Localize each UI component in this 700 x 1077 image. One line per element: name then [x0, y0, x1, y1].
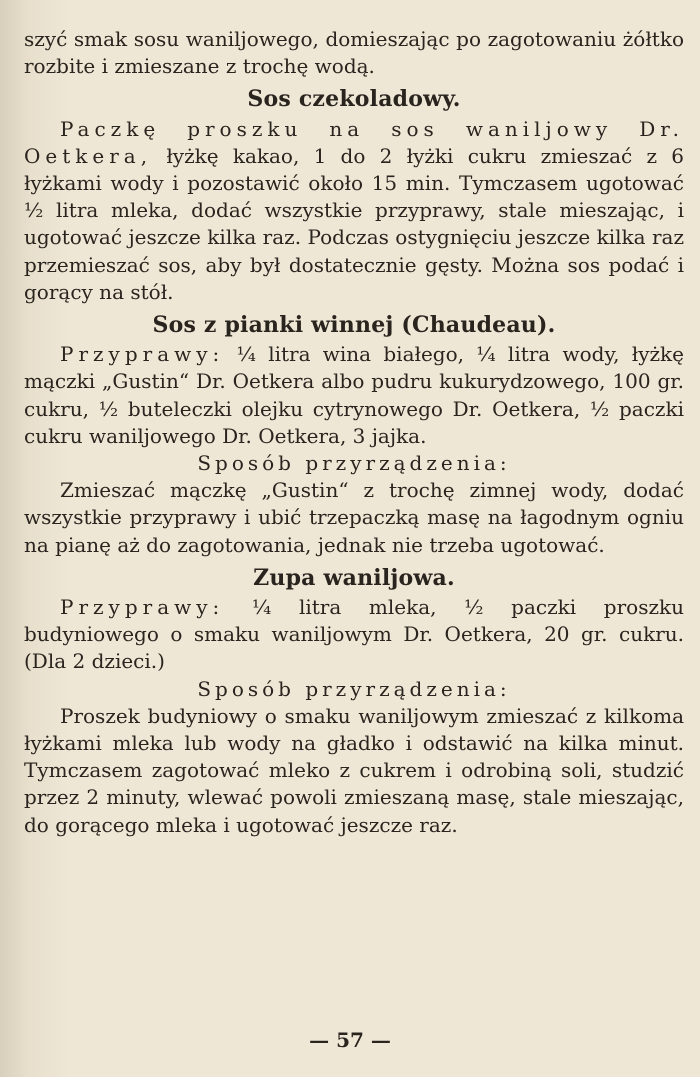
ingredients-text: ¼ litra mleka, ½ paczki proszku budyniowego o smaku waniljowym Dr. Oetkera, 20 gr. cukru. (Dla 2 dzieci.): [24, 595, 684, 674]
method-label-chaudeau: Sposób przyrządzenia:: [197, 451, 511, 476]
heading-zupa-waniljowa: Zupa waniljowa.: [253, 564, 455, 591]
method-zupa: Proszek budyniowy o smaku waniljowym zmieszać z kilkoma łyżkami mleka lub wody na gładko i odstawić na kilka minut. Tymczasem zagotować mleko z cukrem i odrobiną soli, studzić przez 2 minuty, wlewać powoli zmieszaną masę, stale mieszając, do gorącego mleka i ugotować jeszcze raz.: [24, 703, 684, 837]
intro-paragraph: szyć smak sosu waniljowego, domieszając po zagotowaniu żółtko rozbite i zmieszane z trochę wodą.: [24, 27, 684, 79]
emphasis-lead: Paczkę proszku na sos waniljowy Dr. Oetkera,: [24, 116, 684, 168]
method-chaudeau: Zmieszać mączkę „Gustin“ z trochę zimnej wody, dodać wszystkie przyprawy i ubić trzepaczką masę na łagodnym ogniu na pianę aż do zagotowania, jednak nie trzeba ugotować.: [24, 478, 684, 557]
ingredients-label: Przyprawy:: [60, 595, 225, 620]
method-label-zupa: Sposób przyrządzenia:: [197, 676, 511, 701]
heading-sos-czekoladowy: Sos czekoladowy.: [247, 86, 461, 113]
ingredients-label: Przyprawy:: [60, 342, 225, 367]
page-text: [24, 26, 684, 839]
paragraph-body: łyżkę kakao, 1 do 2 łyżki cukru zmieszać z 6 łyżkami wody i pozostawić około 15 min. Tymczasem ugotować ½ litra mleka, dodać wszystkie przyprawy, stale mieszając, i ugotować jeszcze kilka raz. Podczas ostygnięciu jeszcze kilka raz przemieszać sos, aby był dostatecznie gęsty. Można sos podać i gorący na stół.: [24, 143, 684, 304]
page-number: — 57 —: [309, 1028, 391, 1052]
ingredients-chaudeau: [24, 341, 684, 450]
ingredients-text: ¼ litra wina białego, ¼ litra wody, łyżkę mączki „Gustin“ Dr. Oetkera albo pudru kukurydzowego, 100 gr. cukru, ½ buteleczki olejku cytrynowego Dr. Oetkera, ½ paczki cukru waniljowego Dr. Oetkera, 3 jajka.: [24, 342, 684, 448]
ingredients-zupa: [24, 594, 684, 676]
heading-sos-chaudeau: Sos z pianki winnej (Chaudeau).: [152, 312, 556, 339]
paragraph-sos-czekoladowy: [24, 116, 684, 306]
